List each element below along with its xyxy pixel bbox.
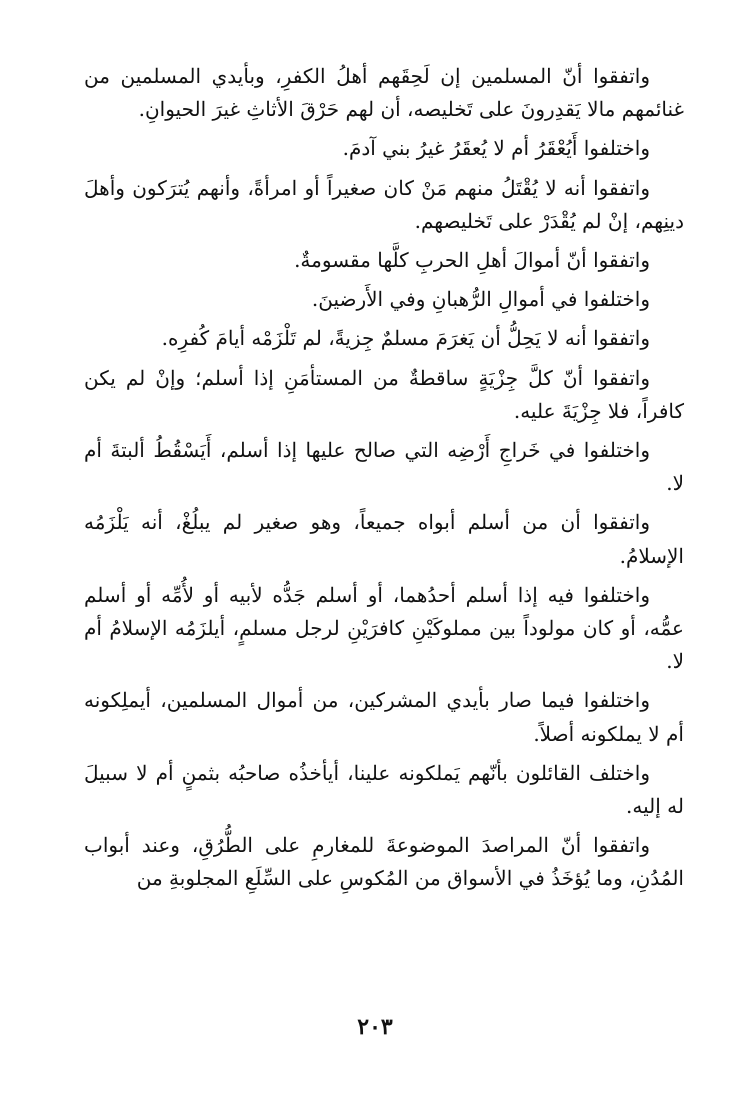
paragraph-9: واتفقوا أن من أسلم أبواه جميعاً، وهو صغير لم يبلُغْ، أنه يَلْزَمُه الإسلامُ. (84, 510, 684, 568)
paragraph-10: واختلفوا فيه إذا أسلم أحدُهما، أو أسلم جَدُّه لأبيه أو لأُمِّه أو أسلم عمُّه، أو كان مولوداً بين مملوكَيْنِ كافرَيْنِ لرجل مسلمٍ، أيلزَمُه الإسلامُ أم لا. (84, 582, 684, 674)
paragraph-4: واتفقوا أنّ أموالَ أهلِ الحربِ كلَّها مقسومةٌ. (294, 248, 650, 273)
paragraph-8: واختلفوا في خَراجِ أَرْضِه التي صالح عليها إذا أسلم، أَيَسْقُطُ ألبتةَ أم لا. (84, 438, 684, 496)
body-text (84, 60, 684, 902)
page-number: ٢٠٣ (357, 1014, 393, 1040)
paragraph-3: واتفقوا أنه لا يُقْتَلُ منهم مَنْ كان صغيراً أو امرأةً، وأنهم يُترَكون وأهلَ دينِهم، إنْ لم يُقْدَرْ على تَخليصهم. (84, 175, 684, 233)
paragraph-2: واختلفوا أَيُعْقَرُ أم لا يُعقَرُ غيرُ بني آدمَ. (342, 136, 650, 161)
paragraph-11: واختلفوا فيما صار بأيدي المشركين، من أموال المسلمين، أيملِكونه أم لا يملكونه أصلاً. (84, 688, 684, 746)
paragraph-12: واختلف القائلون بأنّهم يَملكونه علينا، أيأخذُه صاحبُه بثمنٍ أم لا سبيلَ له إليه. (84, 760, 684, 819)
paragraph-13: واتفقوا أنّ المراصدَ الموضوعةَ للمغارمِ على الطُّرُقِ، وعند أبواب المُدُنِ، وما يُؤخَذُ في الأسواق من المُكوسِ على السِّلَعِ المجلوبةِ من (84, 833, 684, 891)
paragraph-5: واختلفوا في أموالِ الرُّهبانِ وفي الأَرضينَ. (311, 287, 650, 312)
paragraph-7: واتفقوا أنّ كلَّ جِزْيَةٍ ساقطةٌ من المستأمَنِ إذا أسلم؛ وإنْ لم يكن كافراً، فلا جِزْيَةَ عليه. (84, 365, 684, 423)
paragraph-6: واتفقوا أنه لا يَحِلُّ أن يَغرَمَ مسلمٌ جِزيةً، لم تَلْزَمْه أيامَ كُفرِه. (161, 326, 650, 351)
paragraph-1: واتفقوا أنّ المسلمين إن لَحِقَهم أهلُ الكفرِ، وبأيدي المسلمين من غنائمهم مالا يَقدِرونَ على تَخليصه، أن لهم حَرْقَ الأثاثِ غيرَ الحيوانِ. (84, 64, 684, 122)
